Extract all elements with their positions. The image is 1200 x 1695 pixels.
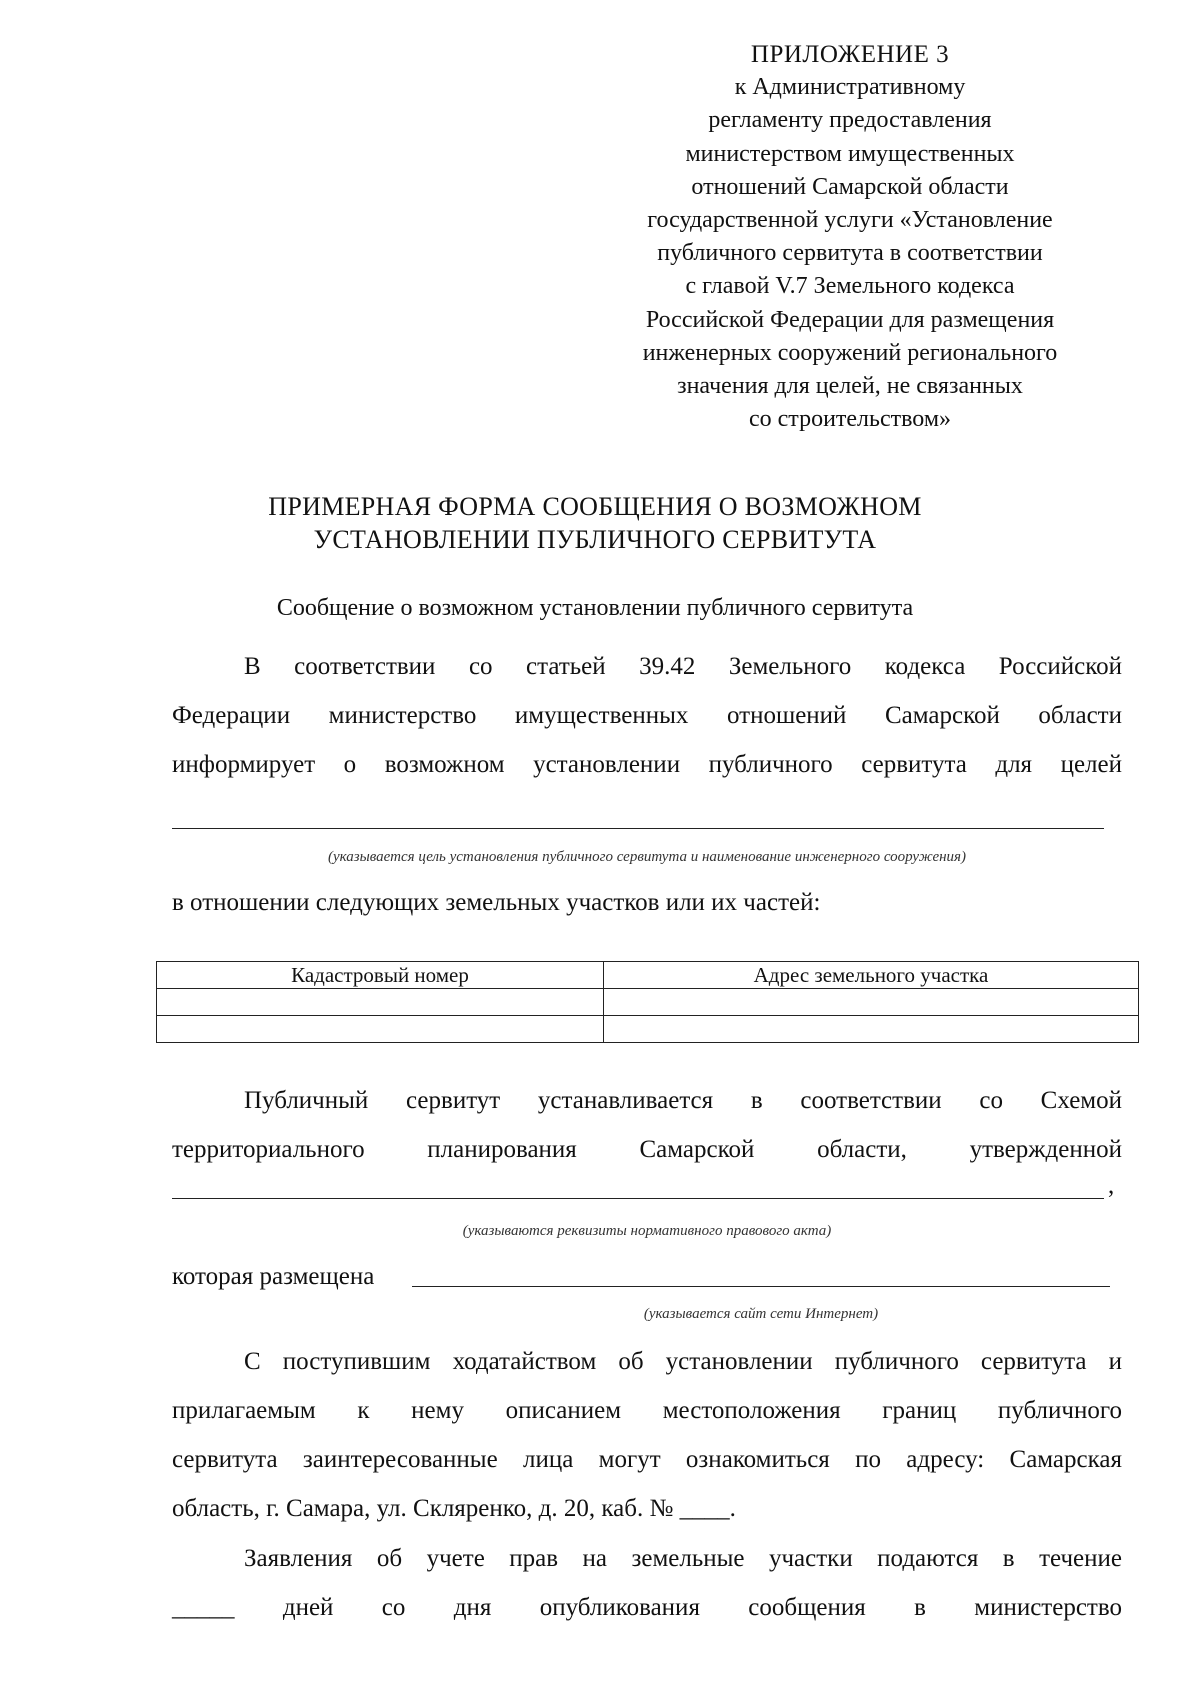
appendix-line: значения для целей, не связанных — [677, 373, 1023, 400]
document-title-line: УСТАНОВЛЕНИИ ПУБЛИЧНОГО СЕРВИТУТА — [313, 525, 877, 554]
placed-label: которая размещена — [172, 1263, 375, 1290]
scheme-line: территориального планирования Самарской области, утвержденной — [172, 1136, 1122, 1163]
intro-line: В соответствии со статьей 39.42 Земельного кодекса Российской — [244, 653, 1122, 680]
scheme-line: Публичный сервитут устанавливается в соответствии со Схемой — [244, 1087, 1122, 1114]
appendix-line: государственной услуги «Установление — [647, 207, 1053, 234]
document-title — [180, 490, 1010, 556]
appendix-line: инженерных сооружений регионального — [642, 339, 1058, 366]
appendix-line: регламенту предоставления — [708, 107, 992, 134]
review-line: область, г. Самара, ул. Скляренко, д. 20, каб. № ____. — [172, 1495, 736, 1522]
hint-purpose: (указывается цель установления публичного сервитута и наименование инженерного сооружения) — [327, 849, 967, 865]
appendix-header — [560, 38, 1140, 436]
claims-line: _____ дней со дня опубликования сообщения в министерство — [172, 1594, 1122, 1621]
appendix-line: с главой V.7 Земельного кодекса — [685, 273, 1015, 300]
intro-line: информирует о возможном установлении публичного сервитута для целей — [172, 751, 1122, 778]
intro-line: Федерации министерство имущественных отношений Самарской области — [172, 702, 1122, 729]
message-subtitle: Сообщение о возможном установлении публичного сервитута — [276, 595, 914, 621]
column-header-cadastral: Кадастровый номер — [157, 962, 604, 989]
parcels-intro: в отношении следующих земельных участков или их частей: — [172, 889, 821, 916]
appendix-title: ПРИЛОЖЕНИЕ 3 — [750, 41, 950, 68]
comma-mark: , — [1108, 1172, 1115, 1199]
table-cell — [604, 1016, 1139, 1043]
appendix-line: со строительством» — [748, 406, 952, 433]
appendix-line: министерством имущественных — [685, 140, 1015, 167]
review-line: прилагаемым к нему описанием местоположения границ публичного — [172, 1397, 1122, 1424]
review-line: С поступившим ходатайством об установлении публичного сервитута и — [244, 1348, 1122, 1375]
table-row — [157, 1016, 1139, 1043]
act-fill-line — [172, 1198, 1104, 1199]
table-cell — [604, 989, 1139, 1016]
review-line: сервитута заинтересованные лица могут ознакомиться по адресу: Самарская — [172, 1446, 1122, 1473]
claims-line: Заявления об учете прав на земельные участки подаются в течение — [244, 1545, 1122, 1572]
site-fill-line — [412, 1286, 1110, 1287]
hint-site: (указывается сайт сети Интернет) — [643, 1306, 879, 1322]
parcels-table — [156, 961, 1139, 1043]
table-row — [157, 989, 1139, 1016]
purpose-fill-line — [172, 828, 1104, 829]
table-cell — [157, 989, 604, 1016]
hint-act: (указываются реквизиты нормативного правового акта) — [462, 1223, 832, 1239]
appendix-line: к Административному — [734, 74, 966, 101]
document-title-line: ПРИМЕРНАЯ ФОРМА СООБЩЕНИЯ О ВОЗМОЖНОМ — [268, 492, 922, 521]
appendix-line: отношений Самарской области — [691, 173, 1009, 200]
table-header-row — [157, 962, 1139, 989]
table-cell — [157, 1016, 604, 1043]
appendix-line: Российской Федерации для размещения — [645, 306, 1055, 333]
column-header-address: Адрес земельного участка — [604, 962, 1139, 989]
appendix-line: публичного сервитута в соответствии — [657, 240, 1043, 267]
